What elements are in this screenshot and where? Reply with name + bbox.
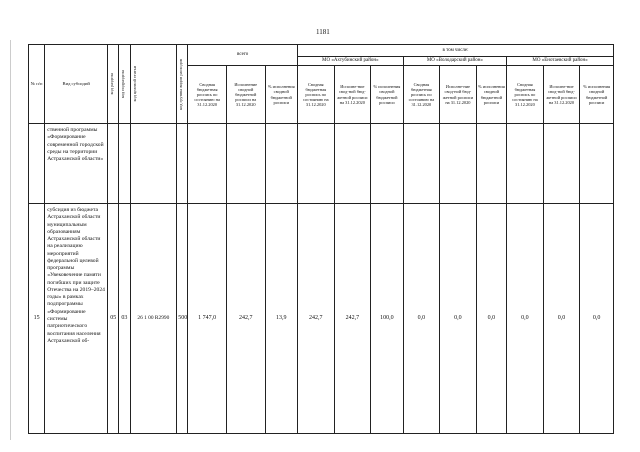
row-value	[371, 124, 403, 204]
row-article: 26 1 00 R2990	[130, 204, 177, 434]
row-value	[226, 124, 265, 204]
sub-header: Исполнение сводной бюджетной росписи на 31.12.2020	[226, 66, 265, 124]
row-value: 0,0	[543, 204, 580, 434]
row-value	[476, 124, 506, 204]
row-num: 15	[29, 204, 45, 434]
row-value: 0,0	[476, 204, 506, 434]
row-value: 13,9	[265, 204, 298, 434]
sub-header: % исполнения сводной бюджетной росписи	[265, 66, 298, 124]
sub-header: Исполне-ние свод-ной бюд-жетной росписи на 31.12.2020	[440, 66, 477, 124]
row-value	[543, 124, 580, 204]
sub-header: % исполнения сводной бюджетной росписи	[371, 66, 403, 124]
row-description: ственной программы «Формирование современной городской среды на территории Астраханской области»	[45, 124, 108, 204]
row-value	[403, 124, 440, 204]
row-value	[265, 124, 298, 204]
row-expense: 500	[177, 204, 188, 434]
header-expense: код группы видов расходов	[177, 45, 188, 124]
header-region-2: МО «Володарский район»	[403, 57, 507, 66]
sub-header: % исполнения сводной бюджетной росписи	[580, 66, 614, 124]
row-value: 0,0	[580, 204, 614, 434]
budget-table	[28, 44, 614, 434]
row-value	[440, 124, 477, 204]
header-num: № п/п	[29, 45, 45, 124]
header-section: код раздела	[108, 45, 119, 124]
sub-header: Сводная бюджетная роспись по состоянию на 31.12.2020	[507, 66, 544, 124]
row-value: 0,0	[440, 204, 477, 434]
header-region-1: МО «Ахтубинский район»	[298, 57, 404, 66]
header-region-3: МО «Енотаевский район»	[507, 57, 614, 66]
row-value: 0,0	[403, 204, 440, 434]
row-subsection	[119, 124, 130, 204]
table-row	[29, 124, 614, 204]
sub-header: Сводная бюджетная роспись по состоянию на 31.12.2020	[403, 66, 440, 124]
row-value	[298, 124, 335, 204]
header-subsection: код подраздела	[119, 45, 130, 124]
row-value: 0,0	[507, 204, 544, 434]
row-value: 242,7	[334, 204, 371, 434]
row-description: субсидия из бюджета Астраханской области муниципальным образованиям Астраханской области на реализацию мероприятий федеральной целевой программы «Увековечение памяти погибших при защите Отечества на 2019–2024 годы» в рамках подпрограммы «Формирование системы патриотического воспитания населения Астраханской об-	[45, 204, 108, 434]
page-number: 1181	[316, 28, 330, 36]
row-value: 100,0	[371, 204, 403, 434]
row-value	[188, 124, 227, 204]
row-expense	[177, 124, 188, 204]
row-num	[29, 124, 45, 204]
sub-header: Исполне-ние свод-ной бюд-жетной росписи на 31.12.2020	[543, 66, 580, 124]
header-type: Вид субсидий	[45, 45, 108, 124]
table-row	[29, 204, 614, 434]
row-value: 242,7	[298, 204, 335, 434]
row-section	[108, 124, 119, 204]
header-including: в том числе:	[298, 45, 614, 57]
sub-header: Сводная бюджетная роспись по состоянию на 31.12.2020	[188, 66, 227, 124]
row-value	[580, 124, 614, 204]
sub-header: Сводная бюджетная роспись по состоянию на 31.12.2020	[298, 66, 335, 124]
sub-header: % исполнения сводной бюджетной росписи	[476, 66, 506, 124]
scan-margin-line	[10, 40, 11, 440]
row-value	[507, 124, 544, 204]
row-subsection: 03	[119, 204, 130, 434]
header-total: всего	[188, 45, 298, 66]
sub-header: Исполне-ние свод-ной бюд-жетной росписи на 31.12.2020	[334, 66, 371, 124]
row-value: 1 747,0	[188, 204, 227, 434]
row-section: 05	[108, 204, 119, 434]
row-article	[130, 124, 177, 204]
row-value: 242,7	[226, 204, 265, 434]
header-article: код целевой статьи	[130, 45, 177, 124]
row-value	[334, 124, 371, 204]
